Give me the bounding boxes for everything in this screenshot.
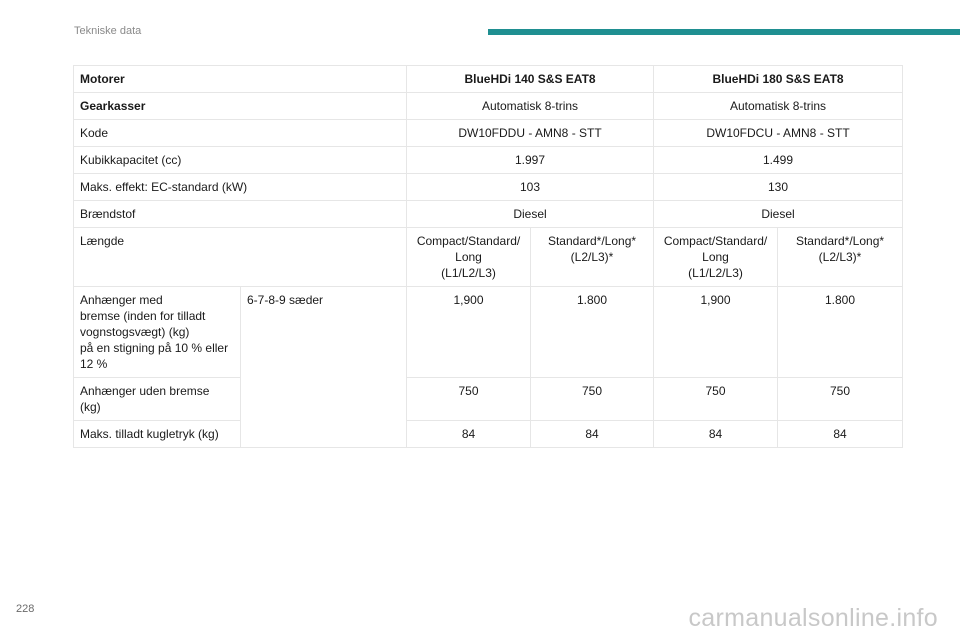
label-line: vognstogsvægt) (kg) — [80, 325, 190, 339]
page-number: 228 — [16, 603, 35, 615]
length-variant — [407, 228, 531, 287]
table-row — [74, 421, 903, 448]
row-value: DW10FDDU - AMN8 - STT — [407, 120, 654, 147]
length-variant — [531, 228, 654, 287]
row-value: 1.499 — [654, 147, 903, 174]
row-label: Gearkasser — [74, 93, 407, 120]
row-value: 130 — [654, 174, 903, 201]
label-line: 12 % — [80, 357, 108, 371]
label-line: Anhænger med — [80, 293, 163, 307]
row-value: 84 — [531, 421, 654, 448]
table-row — [74, 120, 903, 147]
row-value: Automatisk 8-trins — [654, 93, 903, 120]
length-variant-line: Long — [702, 250, 729, 264]
engine-1-header: BlueHDi 140 S&S EAT8 — [407, 66, 654, 93]
length-label: Længde — [74, 228, 407, 287]
label-line: bremse (inden for tilladt — [80, 309, 206, 323]
row-value: 1,900 — [407, 287, 531, 378]
row-value: Diesel — [654, 201, 903, 228]
length-variant-line: Standard*/Long* — [795, 234, 885, 248]
row-value: 1.800 — [531, 287, 654, 378]
label-line: Anhænger uden bremse — [80, 384, 210, 398]
length-variant — [778, 228, 903, 287]
length-variant-line: Compact/Standard/ — [663, 234, 768, 248]
row-value: 84 — [778, 421, 903, 448]
table-row — [74, 201, 903, 228]
engine-2-header: BlueHDi 180 S&S EAT8 — [654, 66, 903, 93]
row-value: 750 — [654, 378, 778, 421]
row-value: 750 — [531, 378, 654, 421]
noseweight-label: Maks. tilladt kugletryk (kg) — [74, 421, 241, 448]
engine-label: Motorer — [74, 66, 407, 93]
row-value: 750 — [407, 378, 531, 421]
watermark[interactable]: carmanualsonline.info — [688, 604, 938, 632]
length-variant-line: (L1/L2/L3) — [441, 266, 496, 280]
row-value: 1.800 — [778, 287, 903, 378]
row-value: 1,900 — [654, 287, 778, 378]
length-variant-line: (L2/L3)* — [818, 250, 862, 264]
length-variant-line: (L1/L2/L3) — [688, 266, 743, 280]
length-variant — [654, 228, 778, 287]
row-label: Maks. effekt: EC-standard (kW) — [74, 174, 407, 201]
row-value: 103 — [407, 174, 654, 201]
length-variant-line: Compact/Standard/ — [416, 234, 521, 248]
row-value: Automatisk 8-trins — [407, 93, 654, 120]
table-row — [74, 228, 903, 287]
length-variant-line: Standard*/Long* — [547, 234, 637, 248]
trailer-braked-label — [74, 287, 241, 378]
row-value: 1.997 — [407, 147, 654, 174]
table-row — [74, 66, 903, 93]
section-accent-bar — [488, 29, 960, 35]
seats-label: 6-7-8-9 sæder — [241, 287, 407, 448]
row-value: Diesel — [407, 201, 654, 228]
row-value: 84 — [654, 421, 778, 448]
row-value: 84 — [407, 421, 531, 448]
row-label: Kode — [74, 120, 407, 147]
table-row — [74, 147, 903, 174]
label-line: (kg) — [80, 400, 101, 414]
section-title: Tekniske data — [74, 25, 142, 37]
table-row — [74, 287, 903, 378]
row-value: 750 — [778, 378, 903, 421]
row-label: Kubikkapacitet (cc) — [74, 147, 407, 174]
table-row — [74, 378, 903, 421]
label-line: på en stigning på 10 % eller — [80, 341, 229, 355]
length-variant-line: Long — [455, 250, 482, 264]
length-variant-line: (L2/L3)* — [570, 250, 614, 264]
trailer-unbraked-label — [74, 378, 241, 421]
row-label: Brændstof — [74, 201, 407, 228]
engine-spec-table — [73, 65, 903, 448]
row-value: DW10FDCU - AMN8 - STT — [654, 120, 903, 147]
table-row — [74, 93, 903, 120]
table-row — [74, 174, 903, 201]
